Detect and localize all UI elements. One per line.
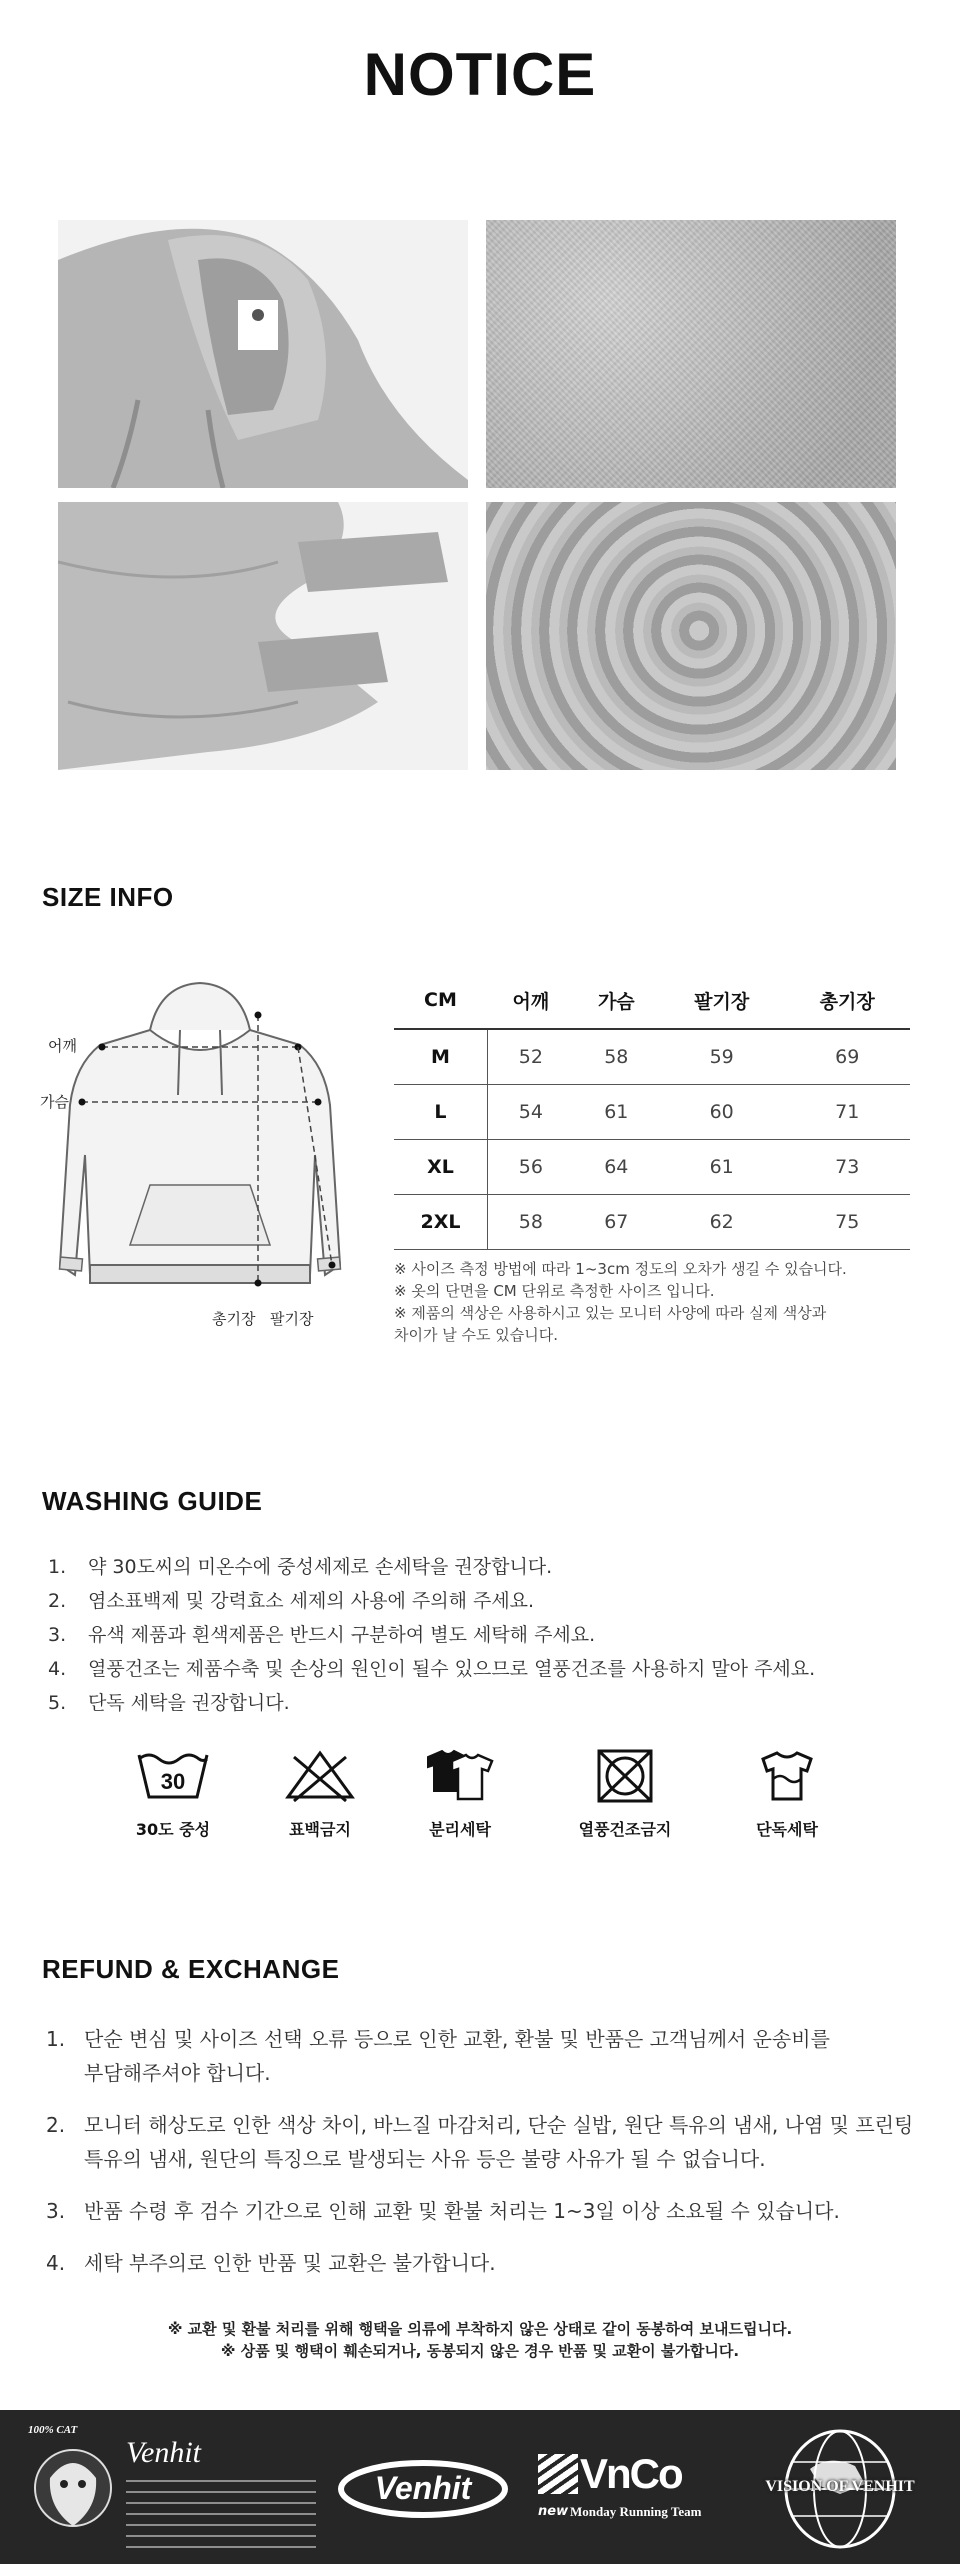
refund-note: ※ 교환 및 환불 처리를 위해 행택을 의류에 부착하지 않은 상태로 같이 동봉하여 보내드립니다. bbox=[167, 2320, 793, 2338]
no-bleach-icon bbox=[280, 1745, 360, 1805]
no-bleach-item bbox=[255, 1745, 385, 1840]
table-cell: 58 bbox=[574, 1029, 659, 1085]
no-tumble-dry-label: 열풍건조금지 bbox=[578, 1820, 672, 1839]
hoodie-cuff-photo bbox=[58, 502, 468, 770]
table-cell: 62 bbox=[659, 1195, 785, 1250]
size-label: 2XL bbox=[394, 1195, 487, 1250]
fabric-texture-photo bbox=[486, 220, 896, 488]
size-note: ※ 사이즈 측정 방법에 따라 1~3cm 정도의 오차가 생길 수 있습니다. bbox=[394, 1260, 847, 1278]
list-item: 2. 염소표백제 및 강력효소 세제의 사용에 주의해 주세요. bbox=[48, 1590, 535, 1612]
list-item: 4. 열풍건조는 제품수축 및 손상의 원인이 될수 있으므로 열풍건조를 사용하지 말아 주세요. bbox=[48, 1658, 816, 1680]
separate-wash-label: 분리세탁 bbox=[429, 1820, 491, 1839]
vision-of-venhit-logo: VISION OF VENHIT bbox=[750, 2424, 930, 2554]
refund-note: ※ 상품 및 행택이 훼손되거나, 동봉되지 않은 경우 반품 및 교환이 불가합니다. bbox=[220, 2342, 740, 2360]
size-label: L bbox=[394, 1085, 487, 1140]
header-chest: 가슴 bbox=[574, 972, 659, 1029]
list-item: 1. 단순 변심 및 사이즈 선택 오류 등으로 인한 교환, 환불 및 반품은 고객님께서 운송비를 부담해주셔야 합니다. bbox=[46, 2027, 830, 2085]
list-item: 4. 세탁 부주의로 인한 반품 및 교환은 불가합니다. bbox=[46, 2251, 496, 2275]
table-row bbox=[394, 1029, 910, 1085]
no-tumble-dry-icon bbox=[585, 1745, 665, 1805]
notice-title: NOTICE bbox=[363, 41, 597, 108]
table-cell: 60 bbox=[659, 1085, 785, 1140]
header-total-length: 총기장 bbox=[784, 972, 910, 1029]
wash-30-item bbox=[108, 1745, 238, 1840]
header-cm: CM bbox=[394, 972, 487, 1029]
table-cell: 75 bbox=[784, 1195, 910, 1250]
refund-title: REFUND & EXCHANGE bbox=[42, 1954, 340, 1984]
no-bleach-label: 표백금지 bbox=[289, 1820, 351, 1839]
size-table-header bbox=[394, 972, 910, 1029]
svg-text:30: 30 bbox=[160, 1769, 186, 1794]
table-row bbox=[394, 1195, 910, 1250]
hoodie-hood-photo bbox=[58, 220, 468, 488]
list-item: 3. 유색 제품과 흰색제품은 반드시 구분하여 별도 세탁해 주세요. bbox=[48, 1624, 596, 1646]
list-item: 1. 약 30도씨의 미온수에 중성세제로 손세탁을 권장합니다. bbox=[48, 1556, 553, 1578]
hoodie-size-diagram bbox=[40, 975, 370, 1335]
table-cell: 67 bbox=[574, 1195, 659, 1250]
table-cell: 73 bbox=[784, 1140, 910, 1195]
chest-label: 가슴 bbox=[40, 1093, 69, 1111]
table-cell: 59 bbox=[659, 1029, 785, 1085]
venhit-logo: Venhit bbox=[338, 2456, 508, 2522]
header-sleeve: 팔기장 bbox=[659, 972, 785, 1029]
list-item: 2. 모니터 해상도로 인한 색상 차이, 바느질 마감처리, 단순 실밥, 원단 특유의 냄새, 나염 및 프린팅 특유의 냄새, 원단의 특징으로 발생되는 사유 등은 불량 사유가 될 수 없습니다. bbox=[46, 2113, 914, 2171]
separate-wash-icon bbox=[420, 1745, 500, 1805]
total-length-label: 총기장 bbox=[212, 1310, 256, 1328]
table-cell: 61 bbox=[574, 1085, 659, 1140]
table-cell: 69 bbox=[784, 1029, 910, 1085]
washing-guide-title: WASHING GUIDE bbox=[42, 1486, 263, 1516]
table-cell: 56 bbox=[487, 1140, 573, 1195]
washing-instructions bbox=[48, 1550, 815, 1720]
wash-30-label: 30도 중성 bbox=[135, 1820, 211, 1839]
size-label: XL bbox=[394, 1140, 487, 1195]
vnco-logo: VnCo new Monday Running Team bbox=[538, 2450, 702, 2519]
table-cell: 54 bbox=[487, 1085, 573, 1140]
wash-30-icon bbox=[133, 1745, 213, 1805]
shoulder-label: 어깨 bbox=[48, 1037, 77, 1055]
table-cell: 52 bbox=[487, 1029, 573, 1085]
list-item: 3. 반품 수령 후 검수 기간으로 인해 교환 및 환불 처리는 1~3일 이상 소요될 수 있습니다. bbox=[46, 2199, 840, 2223]
table-cell: 58 bbox=[487, 1195, 573, 1250]
size-note: ※ 제품의 색상은 사용하시고 있는 모니터 사양에 따라 실제 색상과 bbox=[394, 1304, 827, 1322]
table-cell: 71 bbox=[784, 1085, 910, 1140]
sleeve-label: 팔기장 bbox=[270, 1310, 314, 1328]
header-shoulder: 어깨 bbox=[487, 972, 573, 1029]
footer-brand-bar bbox=[0, 2410, 960, 2564]
no-tumble-dry-item bbox=[560, 1745, 690, 1840]
wash-alone-item bbox=[722, 1745, 852, 1840]
table-row bbox=[394, 1140, 910, 1195]
wash-alone-label: 단독세탁 bbox=[756, 1820, 818, 1839]
venhit-cat-logo: 100% CAT Venhit bbox=[28, 2424, 318, 2554]
list-item: 5. 단독 세탁을 권장합니다. bbox=[48, 1692, 290, 1714]
size-label: M bbox=[394, 1029, 487, 1085]
fabric-swirl-photo bbox=[486, 502, 896, 770]
size-info-title: SIZE INFO bbox=[42, 882, 174, 912]
table-cell: 61 bbox=[659, 1140, 785, 1195]
size-note: ※ 옷의 단면을 CM 단위로 측정한 사이즈 입니다. bbox=[394, 1282, 715, 1300]
size-notes bbox=[394, 1258, 934, 1346]
table-row bbox=[394, 1085, 910, 1140]
separate-wash-item bbox=[395, 1745, 525, 1840]
table-cell: 64 bbox=[574, 1140, 659, 1195]
wash-alone-icon bbox=[747, 1745, 827, 1805]
size-table bbox=[394, 972, 910, 1250]
size-note: 차이가 날 수도 있습니다. bbox=[394, 1326, 558, 1344]
